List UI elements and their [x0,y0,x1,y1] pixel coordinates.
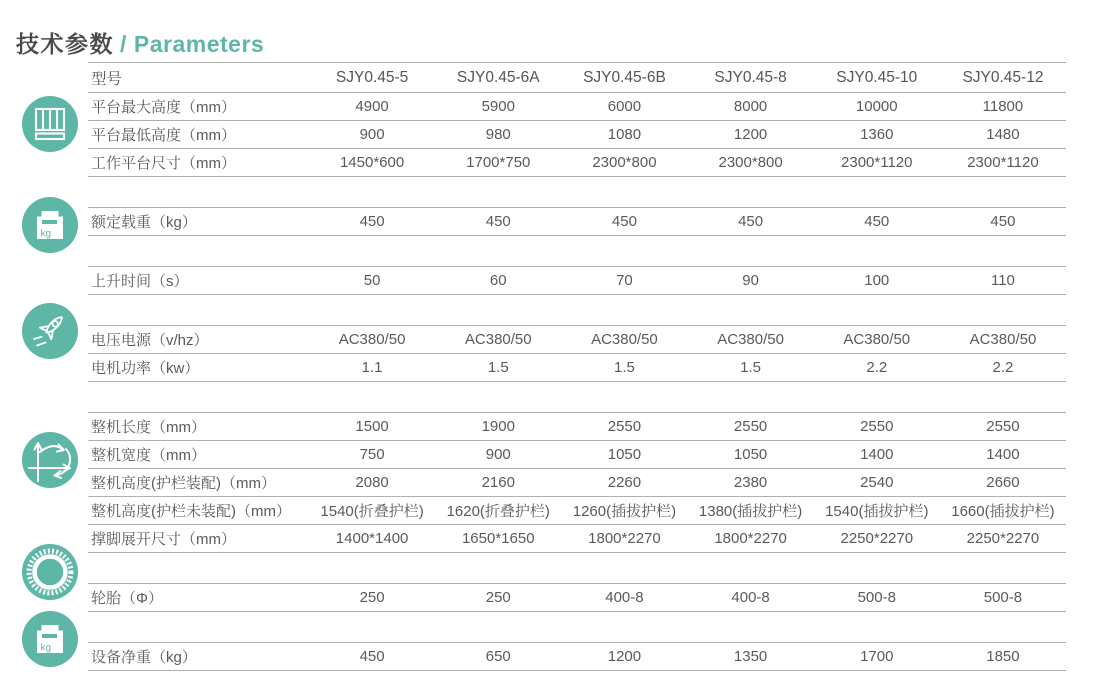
cell-value: 2660 [986,474,1020,491]
spec-table [88,62,1066,671]
cell-value: 70 [616,272,633,289]
row-label: 轮胎（Φ） [91,590,163,607]
net-weight-kg-icon-badge [22,611,78,667]
cell-value: 1700*750 [466,154,531,171]
cell-value: 1360 [860,126,894,143]
spec-section [88,583,1066,612]
cell-value: 450 [738,213,764,230]
weight-kg-icon [32,208,68,242]
cell-value: 1.1 [361,359,383,376]
row-label: 设备净重（kg） [91,649,197,666]
cell-value: 1380(插拔护栏) [698,503,803,520]
dimensions-axes-icon-badge [22,432,78,488]
column-header: SJY0.45-12 [962,68,1044,86]
platform-railing-icon [32,106,68,142]
cell-value: 2380 [733,474,768,491]
spec-row [88,208,1066,236]
column-header: SJY0.45-5 [335,68,409,86]
cell-value: 110 [990,272,1015,289]
cell-value: 450 [864,213,890,230]
cell-value: 50 [363,272,381,289]
load-weight-kg-icon-badge [22,197,78,253]
cell-value: AC380/50 [717,331,784,348]
cell-value: 900 [485,446,511,463]
rocket-icon-badge [22,303,78,359]
cell-value: 650 [485,648,511,665]
svg-text:kg: kg [40,642,52,654]
cell-value: 1050 [607,446,642,463]
cell-value: 1540(折叠护栏) [320,503,424,520]
spec-section [88,266,1066,295]
cell-value: 1800*2270 [588,530,661,547]
cell-value: 1.5 [740,359,762,376]
column-header: SJY0.45-6B [583,68,666,86]
spec-row [88,149,1066,177]
spec-row [88,413,1066,441]
platform-railing-icon-badge [22,96,78,152]
cell-value: 1620(折叠护栏) [446,503,550,520]
spec-row [88,643,1066,671]
cell-value: 90 [742,272,759,289]
cell-value: 8000 [733,98,768,115]
row-label: 电机功率（kw） [91,360,200,377]
cell-value: 750 [359,446,385,463]
cell-value: 1800*2270 [714,530,787,547]
cell-value: 2550 [733,418,768,435]
cell-value: 2250*2270 [966,530,1040,547]
cell-value: 1050 [733,446,768,463]
cell-value: 980 [485,126,511,143]
cell-value: AC380/50 [843,331,911,348]
spec-section [88,62,1066,177]
cell-value: 1660(插拔护栏) [951,503,1055,520]
cell-value: 450 [359,648,385,665]
cell-value: 1260(插拔护栏) [572,503,677,520]
cell-value: 1500 [355,418,389,435]
cell-value: 2160 [481,474,515,491]
spec-row [88,93,1066,121]
title-en: Parameters [133,31,265,58]
cell-value: 1540(插拔护栏) [825,503,929,520]
cell-value: 10000 [855,98,898,115]
spec-row [88,326,1066,354]
cell-value: 900 [359,126,385,143]
spec-row [88,354,1066,382]
cell-value: 450 [990,213,1016,230]
rocket-icon [29,310,71,352]
title-zh: 技术参数 [16,31,114,58]
row-label: 平台最低高度（mm） [91,127,236,144]
cell-value: 1400 [986,446,1020,463]
cell-value: 6000 [607,98,642,115]
cell-value: 1080 [607,126,642,143]
cell-value: 2.2 [992,359,1014,376]
cell-value: 1350 [733,648,768,665]
tire-icon [25,547,75,597]
cell-value: 60 [489,272,507,289]
svg-text:kg: kg [40,228,52,240]
weight-kg-icon [32,622,68,656]
cell-value: 1.5 [614,359,635,376]
cell-value: 1850 [986,648,1020,665]
row-label: 电压电源（v/hz） [91,332,209,349]
cell-value: 450 [611,213,637,230]
row-label: 上升时间（s） [91,273,189,290]
cell-value: 1700 [860,648,894,665]
cell-value: 1200 [607,648,642,665]
row-label: 工作平台尺寸（mm） [91,155,236,172]
cell-value: 1480 [986,126,1020,143]
cell-value: 1.5 [487,359,509,376]
cell-value: 11800 [982,98,1024,115]
cell-value: 1400*1400 [335,530,409,547]
row-label: 撑脚展开尺寸（mm） [91,531,236,548]
spec-row [88,267,1066,295]
spec-row [88,121,1066,149]
spec-section [88,642,1066,671]
cell-value: 1900 [481,418,515,435]
cell-value: 2540 [860,474,894,491]
cell-value: 400-8 [731,589,770,606]
row-label: 整机宽度（mm） [91,447,206,464]
spec-row [88,441,1066,469]
spec-section [88,412,1066,553]
spec-row [88,497,1066,525]
model-label: 型号 [91,70,123,88]
cell-value: 250 [485,589,511,606]
cell-value: 2550 [607,418,642,435]
cell-value: 250 [359,589,385,606]
spec-row [88,584,1066,612]
tire-icon-badge [22,544,78,600]
cell-value: 2300*800 [592,154,657,171]
cell-value: 1200 [733,126,768,143]
cell-value: 2550 [860,418,894,435]
cell-value: AC380/50 [591,331,658,348]
cell-value: 5900 [481,98,515,115]
row-label: 平台最大高度（mm） [91,99,236,116]
column-header: SJY0.45-6A [456,68,540,86]
spec-row [88,525,1066,553]
cell-value: 2080 [355,474,389,491]
spec-section [88,325,1066,382]
cell-value: 2.2 [866,359,888,376]
cell-value: AC380/50 [464,331,532,348]
cell-value: 1400 [860,446,894,463]
page-title [16,26,264,59]
cell-value: 2300*800 [718,154,783,171]
cell-value: 1650*1650 [461,530,535,547]
cell-value: 2550 [986,418,1020,435]
cell-value: 2250*2270 [840,530,914,547]
cell-value: 4900 [355,98,389,115]
cell-value: 1450*600 [339,154,405,171]
spec-section [88,207,1066,236]
cell-value: 2300*1120 [967,154,1039,171]
row-label: 整机高度(护栏装配)（mm） [91,475,276,492]
cell-value: 450 [485,213,511,230]
cell-value: 400-8 [605,589,644,606]
title-separator: / [120,31,128,58]
column-header: SJY0.45-10 [836,68,918,86]
cell-value: 450 [359,213,385,230]
row-label: 额定载重（kg） [91,214,197,231]
cell-value: 2260 [607,474,642,491]
cell-value: AC380/50 [338,331,406,348]
cell-value: AC380/50 [969,331,1037,348]
dimensions-axes-icon [27,437,73,483]
column-header: SJY0.45-8 [714,68,787,86]
spec-row [88,469,1066,497]
cell-value: 500-8 [983,589,1023,606]
row-label: 整机高度(护栏未装配)（mm） [91,503,291,520]
cell-value: 100 [864,272,890,289]
row-label: 整机长度（mm） [91,419,206,436]
table-header-row [88,63,1066,93]
cell-value: 500-8 [857,589,896,606]
cell-value: 2300*1120 [841,154,913,171]
